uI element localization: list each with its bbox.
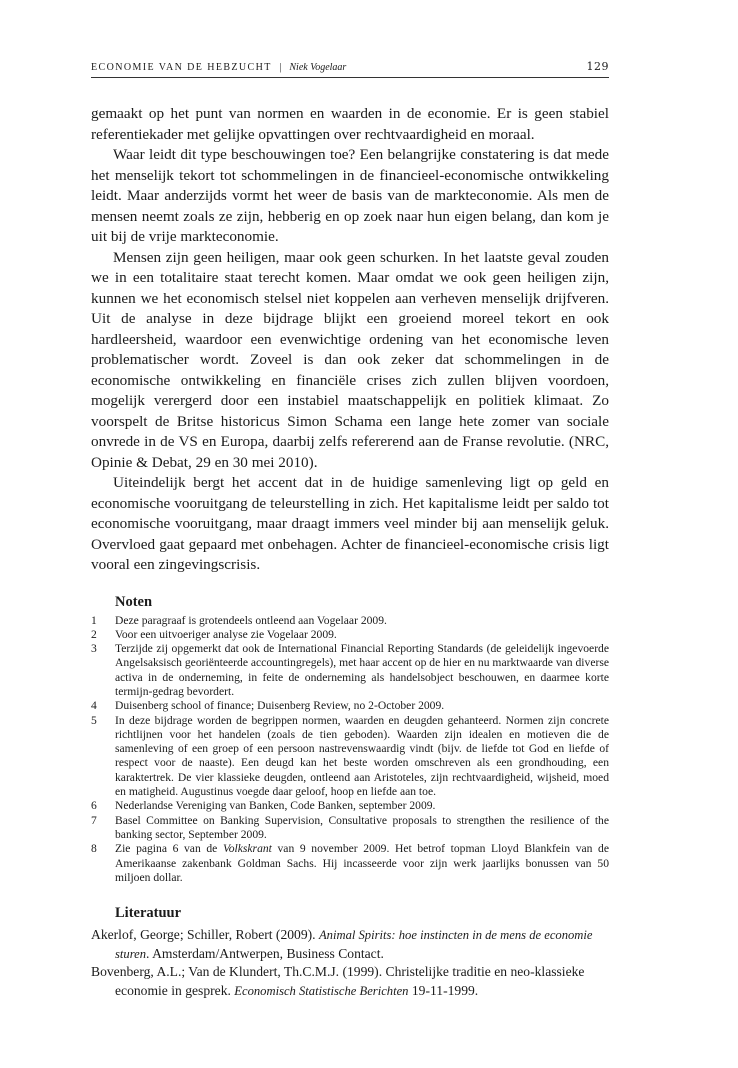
note-text: Basel Committee on Banking Supervision, Consultative proposals to strengthen the resilience of the banking sector, September 2009. [115,813,609,841]
note-text: Nederlandse Vereniging van Banken, Code Banken, september 2009. [115,799,436,813]
note-item [91,814,609,843]
note-item [91,614,609,628]
reference-journal: Economisch Statistische Berichten [234,983,409,998]
notes-heading: Noten [115,593,153,610]
note-number: 1 [91,613,97,627]
reference-item: Akerlof, George; Schiller, Robert (2009). Animal Spirits: hoe instincten in de mens de economie sturen. Amsterdam/Antwerpen, Business Contact. [91,927,593,961]
note-number: 8 [91,842,97,856]
paragraph: gemaakt op het punt van normen en waarden in de economie. Er is geen stabiel referentiekader met gelijke opvattingen over rechtvaardigheid en moraal. [91,105,609,143]
note-number: 5 [91,713,97,727]
note-item [91,799,609,813]
note-item [91,699,609,713]
paragraph: Mensen zijn geen heiligen, maar ook geen schurken. In het laatste geval zouden we in een totalitaire staat terecht komen. Maar omdat we ook geen heiligen zijn, kunnen we het economisch stelsel niet koppelen aan verheven menselijk drijfveren. Uit de analyse in deze bijdrage blijkt een groeiend moreel tekort en ook hardleersheid, waardoor een evenwichtige ordening van het economische leven problematischer wordt. Zoveel is dan ook zeker dat schommelingen in de economische ontwikkeling en financiële crises zich zullen blijven voordoen, mogelijk verergerd door een instabiel maatschappelijk en politiek klimaat. Zo voorspelt de Britse historicus Simon Schama een lange hete zomer van sociale onvrede in de VS en Europa, daarbij zelfs refererend aan de Franse revolutie. (NRC, Opinie & Debat, 29 en 30 mei 2010). [91,248,609,471]
reference-title: Animal Spirits: hoe instincten in de mens de economie sturen [115,928,593,961]
note-text: Voor een uitvoeriger analyse zie Vogelaar 2009. [115,627,337,641]
reference-item: Bovenberg, A.L.; Van de Klundert, Th.C.M.J. (1999). Christelijke traditie en neo-klassieke economie in gesprek. Economisch Statistische Berichten 19-11-1999. [91,964,585,998]
note-item [91,628,609,642]
notes-list [91,614,609,886]
note-text: In deze bijdrage worden de begrippen normen, waarden en deugden gehanteerd. Normen zijn concrete richtlijnen voor het handelen (zoals de tien geboden). Waarden zijn idealen en motieven die de samenleving of een groep of een persoon nastrevenswaardig vindt (bijv. de liefde tot God en liefde of respect voor de naaste). Een deugd kan het beste worden omschreven als een grondhouding, een karaktertrek. De vier klassieke deugden, ontleend aan Aristoteles, zijn rechtvaardigheid, wijsheid, moed en matigheid. Augustinus voegde daar geloof, hoop en liefde aan toe. [115,713,609,799]
note-number: 2 [91,627,97,641]
note-text: Zie pagina 6 van de Volkskrant van 9 november 2009. Het betrof topman Lloyd Blankfein van de Amerikaanse zakenbank Goldman Sachs. Hij incasseerde voor zijn werk jaarlijks bonussen van 50 miljoen dollar. [115,842,609,884]
note-number: 7 [91,813,97,827]
note-item [91,714,609,800]
note-number: 4 [91,699,97,713]
note-number: 6 [91,799,97,813]
literature-list [91,926,609,1000]
header-separator: | [279,62,282,73]
paragraph: Uiteindelijk bergt het accent dat in de huidige samenleving ligt op geld en economische vooruitgang de teleurstelling in zich. Het kapitalisme leidt per saldo tot economische vooruitgang, maar draagt immers veel minder bij aan menselijk geluk. Overvloed gaat gepaard met onbehagen. Achter de financieel-economische crisis ligt vooral een zingevingscrisis. [91,474,609,573]
note-text: Deze paragraaf is grotendeels ontleend aan Vogelaar 2009. [115,613,387,627]
running-header [91,60,609,78]
literature-heading: Literatuur [115,905,182,922]
series-title: ECONOMIE VAN DE HEBZUCHT [91,62,272,73]
note-number: 3 [91,642,97,656]
note-item [91,642,609,699]
header-title-group [91,62,346,73]
note-italic: Volkskrant [222,842,272,856]
book-page [91,60,609,1000]
paragraph: Waar leidt dit type beschouwingen toe? Een belangrijke constatering is dat mede het menselijk tekort tot schommelingen in de financieel-economische ontwikkeling leidt. Maar anderzijds vormt het weer de basis van de markteconomie. Als men de mensen neemt zoals ze zijn, hebberig en op zoek naar hun eigen belang, dan kom je uit bij de vrije markteconomie. [91,146,609,245]
note-text: Terzijde zij opgemerkt dat ook de International Financial Reporting Standards (de geleidelijk ingevoerde Angelsaksisch georiënteerde accountingregels), met haar accent op de hier en nu marktwaarde van diverse activa in de onderneming, in feite de onderneming als handelsobject beschouwen, en daarmee korte termijn-gedrag bevordert. [115,642,609,698]
header-author: Niek Vogelaar [289,62,347,73]
page-number: 129 [586,60,609,73]
note-item [91,842,609,885]
body-text [91,104,609,576]
note-text: Duisenberg school of finance; Duisenberg Review, no 2-October 2009. [115,699,445,713]
